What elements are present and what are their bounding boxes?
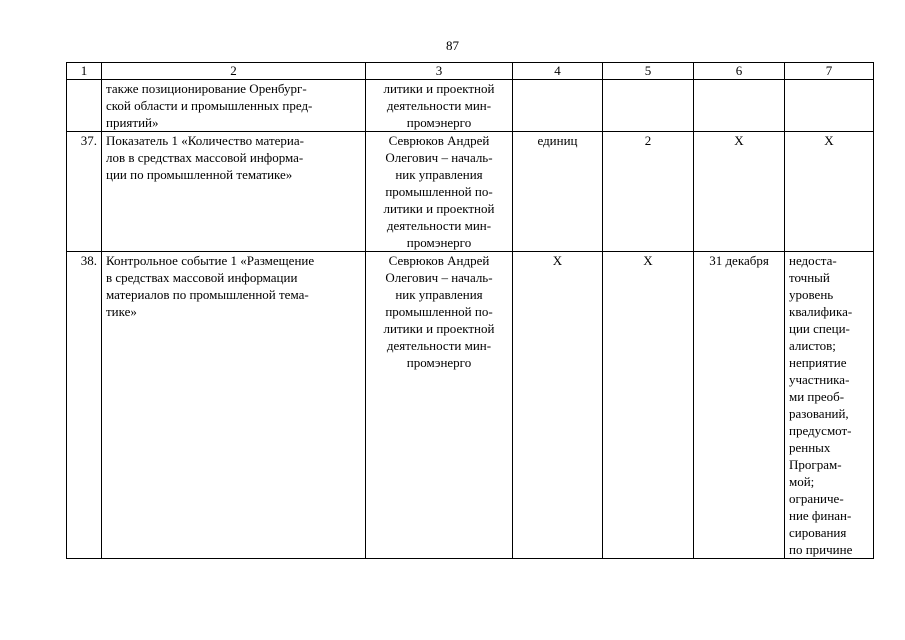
row-responsible: литики и проектной деятельности мин- промэнерго [366, 80, 513, 132]
row-unit [513, 80, 603, 132]
row-date: X [694, 132, 785, 252]
row-value: X [603, 252, 694, 559]
row-risks [785, 80, 874, 132]
plan-table [66, 62, 874, 559]
col-header-2: 2 [102, 63, 366, 80]
row-number [67, 80, 102, 132]
row-name: также позиционирование Оренбург- ской области и промышленных пред- приятий» [102, 80, 366, 132]
col-header-1: 1 [67, 63, 102, 80]
row-value [603, 80, 694, 132]
row-responsible: Севрюков Андрей Олегович – началь- ник управления промышленной по- литики и проектной деятельности мин- промэнерго [366, 252, 513, 559]
page-number: 87 [446, 38, 459, 53]
col-header-3: 3 [366, 63, 513, 80]
row-number: 38. [67, 252, 102, 559]
col-header-5: 5 [603, 63, 694, 80]
row-value: 2 [603, 132, 694, 252]
row-risks: недоста- точный уровень квалифика- ции специ- алистов; неприятие участника- ми преоб- разований, предусмот- ренных Програм- мой; ограниче- ние финан- сирования по причине [785, 252, 874, 559]
row-date: 31 декабря [694, 252, 785, 559]
col-header-4: 4 [513, 63, 603, 80]
row-number: 37. [67, 132, 102, 252]
header-row [67, 63, 874, 80]
row-name: Показатель 1 «Количество материа- лов в средствах массовой информа- ции по промышленной тематике» [102, 132, 366, 252]
col-header-7: 7 [785, 63, 874, 80]
table-row [67, 80, 874, 132]
row-unit: X [513, 252, 603, 559]
row-name: Контрольное событие 1 «Размещение в средствах массовой информации материалов по промышленной тема- тике» [102, 252, 366, 559]
table-row [67, 132, 874, 252]
row-risks: X [785, 132, 874, 252]
col-header-6: 6 [694, 63, 785, 80]
row-unit: единиц [513, 132, 603, 252]
row-date [694, 80, 785, 132]
row-responsible: Севрюков Андрей Олегович – началь- ник управления промышленной по- литики и проектной деятельности мин- промэнерго [366, 132, 513, 252]
table-row [67, 252, 874, 559]
